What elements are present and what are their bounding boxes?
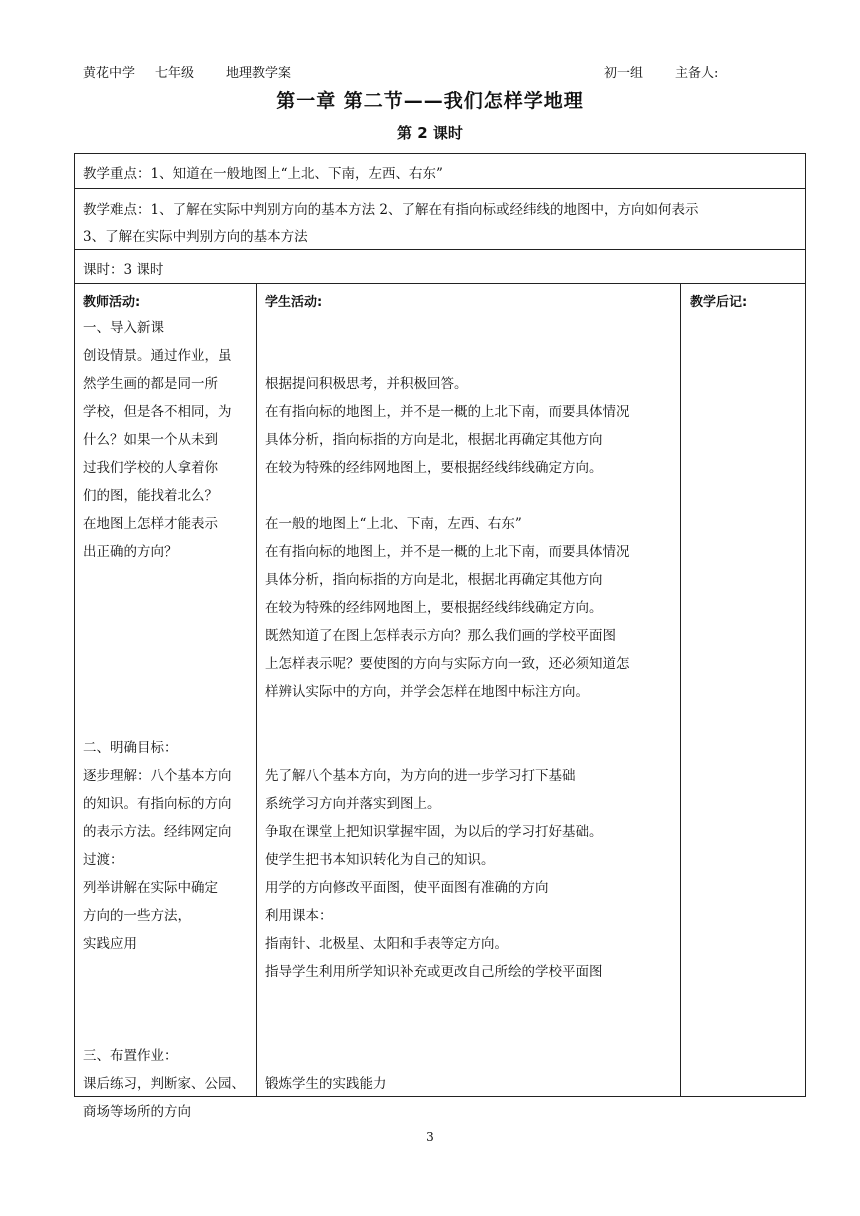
student-activity-line: 既然知道了在图上怎样表示方向？那么我们画的学校平面图 — [265, 628, 616, 644]
student-activity-line — [265, 706, 630, 734]
teacher-activity-column — [83, 314, 245, 1126]
teacher-activity-line: 实践应用 — [83, 936, 137, 952]
page-subtitle: 第 2 课时 — [397, 124, 463, 142]
col-divider-1 — [256, 283, 257, 1097]
header-preparer: 主备人: — [675, 66, 719, 81]
teacher-activity-line: 商场等场所的方向 — [83, 1104, 191, 1120]
student-activity-line: 在有指向标的地图上，并不是一概的上北下南，而要具体情况 — [265, 544, 630, 560]
difficulties-line-2: 3、了解在实际中判别方向的基本方法 — [83, 229, 308, 245]
student-activity-line — [265, 1042, 630, 1070]
teacher-activity-line: 在地图上怎样才能表示 — [83, 516, 218, 532]
teacher-activity-line — [83, 1014, 245, 1042]
teacher-activity-line: 一、导入新课 — [83, 320, 164, 336]
teacher-activity-line: 二、明确目标： — [83, 740, 178, 756]
header-school: 黄花中学 — [83, 66, 136, 81]
student-activity-line: 用学的方向修改平面图，使平面图有准确的方向 — [265, 880, 549, 896]
teacher-activity-line: 们的图，能找着北么？ — [83, 488, 218, 504]
teacher-activity-line: 然学生画的都是同一所 — [83, 376, 218, 392]
student-activity-line: 争取在课堂上把知识掌握牢固，为以后的学习打好基础。 — [265, 824, 603, 840]
student-activity-line: 根据提问积极思考，并积极回答。 — [265, 376, 468, 392]
student-activity-line: 指南针、北极星、太阳和手表等定方向。 — [265, 936, 508, 952]
header-group: 初一组 — [604, 66, 644, 81]
row-divider-2 — [74, 249, 806, 250]
page-title: 第一章 第二节——我们怎样学地理 — [276, 90, 584, 112]
teacher-activity-line — [83, 678, 245, 706]
student-activity-line: 使学生把书本知识转化为自己的知识。 — [265, 852, 495, 868]
student-activity-line: 在有指向标的地图上，并不是一概的上北下南，而要具体情况 — [265, 404, 630, 420]
teacher-activity-line — [83, 566, 245, 594]
teacher-activity-line — [83, 594, 245, 622]
row-divider-3 — [74, 283, 806, 284]
student-activity-heading: 学生活动: — [265, 295, 323, 310]
student-activity-line: 利用课本： — [265, 908, 333, 924]
teacher-activity-line — [83, 986, 245, 1014]
student-activity-column — [265, 342, 630, 1098]
teacher-activity-line: 学校，但是各不相同，为 — [83, 404, 232, 420]
teacher-activity-line: 课后练习，判断家、公园、 — [83, 1076, 245, 1092]
teacher-activity-heading: 教师活动: — [83, 295, 141, 310]
class-hours: 课时：3 课时 — [83, 262, 164, 278]
teacher-activity-line: 过我们学校的人拿着你 — [83, 460, 218, 476]
student-activity-line: 具体分析，指向标指的方向是北，根据北再确定其他方向 — [265, 572, 603, 588]
student-activity-line: 系统学习方向并落实到图上。 — [265, 796, 441, 812]
teacher-activity-line: 方向的一些方法， — [83, 908, 191, 924]
teacher-activity-line: 逐步理解：八个基本方向 — [83, 768, 232, 784]
student-activity-line: 指导学生利用所学知识补充或更改自己所绘的学校平面图 — [265, 964, 603, 980]
header-grade: 七年级 — [155, 66, 195, 81]
teacher-activity-line: 的知识。有指向标的方向 — [83, 796, 232, 812]
teacher-activity-line — [83, 622, 245, 650]
teacher-activity-line: 三、布置作业： — [83, 1048, 178, 1064]
teaching-notes-heading: 教学后记: — [690, 295, 748, 310]
teacher-activity-line — [83, 706, 245, 734]
student-activity-line: 先了解八个基本方向，为方向的进一步学习打下基础 — [265, 768, 576, 784]
student-activity-line — [265, 482, 630, 510]
teacher-activity-line: 的表示方法。经纬网定向 — [83, 824, 232, 840]
col-divider-2 — [680, 283, 681, 1097]
teacher-activity-line: 创设情景。通过作业，虽 — [83, 348, 232, 364]
student-activity-line — [265, 1014, 630, 1042]
teacher-activity-line: 出正确的方向？ — [83, 544, 178, 560]
student-activity-line — [265, 986, 630, 1014]
student-activity-line: 具体分析，指向标指的方向是北，根据北再确定其他方向 — [265, 432, 603, 448]
teacher-activity-line: 什么？如果一个从未到 — [83, 432, 218, 448]
student-activity-line: 锻炼学生的实践能力 — [265, 1076, 387, 1092]
student-activity-line: 在一般的地图上“上北、下南，左西、右东” — [265, 516, 522, 532]
teacher-activity-line: 过渡： — [83, 852, 124, 868]
student-activity-line: 上怎样表示呢？要使图的方向与实际方向一致，还必须知道怎 — [265, 656, 630, 672]
header-doc-type: 地理教学案 — [226, 66, 292, 81]
student-activity-line: 样辨认实际中的方向，并学会怎样在地图中标注方向。 — [265, 684, 589, 700]
student-activity-line: 在较为特殊的经纬网地图上，要根据经线纬线确定方向。 — [265, 460, 603, 476]
page-number: 3 — [426, 1130, 434, 1144]
student-activity-line: 在较为特殊的经纬网地图上，要根据经线纬线确定方向。 — [265, 600, 603, 616]
student-activity-line — [265, 342, 630, 370]
row-divider-1 — [74, 188, 806, 189]
difficulties-line-1: 教学难点：1、了解在实际中判别方向的基本方法 2、了解在有指向标或经纬线的地图中，方向如何表示 — [83, 202, 699, 218]
teacher-activity-line — [83, 650, 245, 678]
key-points: 教学重点：1、知道在一般地图上“上北、下南，左西、右东” — [83, 166, 443, 182]
teacher-activity-line — [83, 958, 245, 986]
student-activity-line — [265, 734, 630, 762]
teacher-activity-line: 列举讲解在实际中确定 — [83, 880, 218, 896]
